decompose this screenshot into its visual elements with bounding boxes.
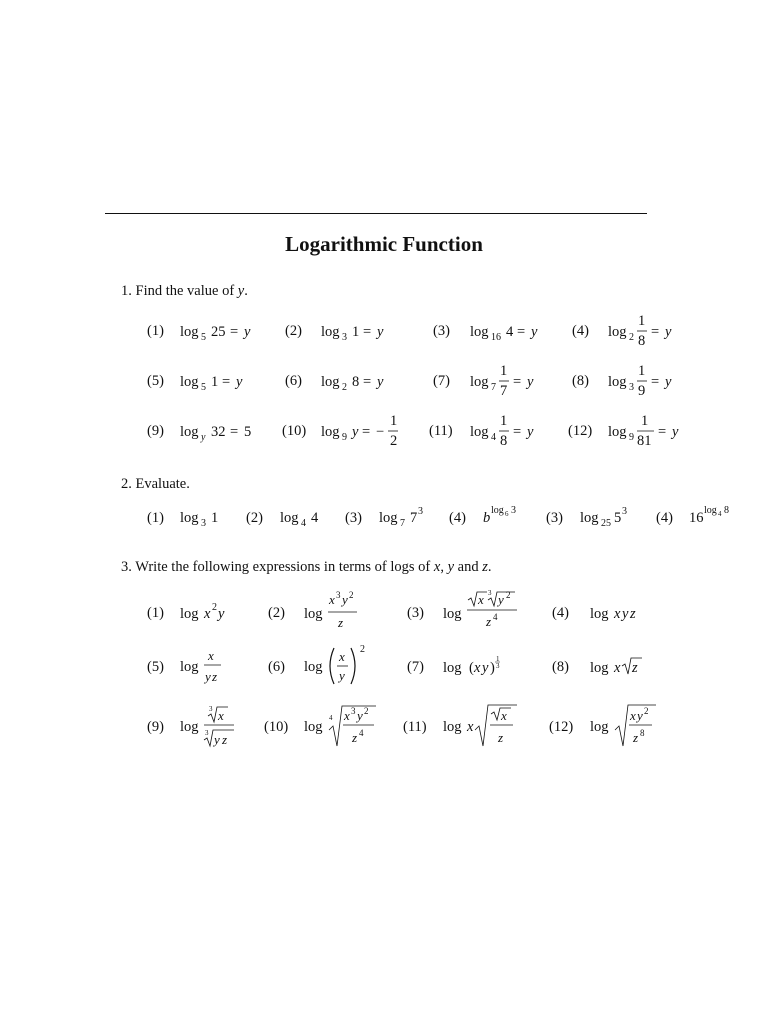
svg-text:log: log (590, 660, 609, 676)
section-2-heading (121, 476, 190, 493)
svg-text:y: y (205, 669, 211, 684)
svg-text:z: z (222, 732, 228, 747)
svg-text:3: 3 (418, 506, 423, 517)
svg-text:y: y (498, 592, 504, 607)
svg-text:y: y (342, 592, 348, 607)
svg-text:25: 25 (211, 324, 226, 340)
expr-3-4 (590, 596, 650, 628)
svg-text:4: 4 (301, 518, 306, 529)
svg-text:x: x (614, 606, 621, 622)
svg-text:1: 1 (500, 413, 508, 429)
svg-text:=: = (651, 324, 660, 340)
item-label: (2) (268, 605, 285, 621)
svg-text:2: 2 (212, 602, 217, 613)
svg-text:1: 1 (352, 324, 360, 340)
expr-1-8 (608, 360, 688, 400)
svg-text:4: 4 (718, 510, 722, 518)
svg-text:8: 8 (640, 728, 645, 738)
expr-3-1 (180, 596, 240, 628)
svg-text:3: 3 (488, 589, 492, 597)
svg-text:log: log (608, 424, 627, 440)
svg-text:−: − (376, 424, 385, 440)
section-number: 3. (121, 559, 132, 575)
svg-text:x: x (204, 606, 211, 622)
item-label: (6) (268, 659, 285, 675)
svg-text:=: = (222, 374, 231, 390)
svg-text:=: = (517, 324, 526, 340)
svg-text:=: = (230, 324, 239, 340)
svg-text:4: 4 (359, 728, 364, 738)
item-label: (11) (429, 423, 453, 439)
section-number: 2. (121, 476, 132, 492)
svg-text:x: x (474, 660, 481, 676)
item-label: (8) (552, 659, 569, 675)
svg-text:3: 3 (205, 729, 209, 737)
svg-text:4: 4 (491, 432, 496, 443)
svg-text:x: x (614, 660, 621, 676)
svg-text:4: 4 (311, 510, 319, 526)
expr-1-11 (470, 410, 550, 450)
svg-text:9: 9 (342, 432, 347, 443)
expr-3-7 (443, 650, 513, 682)
svg-text:log: log (590, 606, 609, 622)
item-label: (4) (572, 323, 589, 339)
svg-text:y: y (201, 432, 206, 443)
svg-text:log: log (321, 424, 340, 440)
item-label: (3) (345, 510, 362, 526)
svg-text:1: 1 (641, 413, 649, 429)
expr-2-1 (180, 504, 230, 534)
svg-text:y: y (214, 732, 220, 747)
svg-text:x: x (501, 708, 507, 723)
expr-2-5 (580, 504, 640, 534)
page-title: Logarithmic Function (285, 232, 483, 256)
item-label: (2) (246, 510, 263, 526)
svg-text:25: 25 (601, 518, 611, 529)
svg-text:x: x (478, 592, 484, 607)
expr-2-4 (483, 504, 538, 534)
svg-text:log: log (704, 505, 717, 516)
svg-text:y: y (357, 708, 363, 723)
svg-text:1: 1 (500, 363, 508, 379)
svg-text:log: log (180, 659, 199, 675)
svg-text:3: 3 (342, 332, 347, 343)
svg-text:log: log (443, 660, 462, 676)
svg-text:1: 1 (390, 413, 398, 429)
svg-text:1: 1 (496, 655, 500, 663)
svg-text:log: log (180, 510, 199, 526)
svg-text:5: 5 (201, 382, 206, 393)
item-label: (4) (552, 605, 569, 621)
section-var: y (237, 283, 245, 299)
expr-2-6 (689, 504, 739, 534)
svg-text:2: 2 (644, 706, 649, 716)
svg-text:z: z (632, 660, 638, 676)
svg-text:1: 1 (638, 313, 646, 329)
svg-text:=: = (362, 424, 371, 440)
svg-text:1: 1 (638, 363, 646, 379)
svg-text:log: log (180, 606, 199, 622)
svg-text:y: y (665, 374, 672, 390)
svg-text:y: y (236, 374, 243, 390)
svg-text:81: 81 (637, 433, 652, 449)
svg-text:=: = (513, 424, 522, 440)
svg-text:3: 3 (351, 706, 356, 716)
svg-text:z: z (498, 730, 504, 745)
svg-text:3: 3 (201, 518, 206, 529)
svg-text:=: = (651, 374, 660, 390)
item-label: (6) (285, 373, 302, 389)
svg-text:y: y (672, 424, 679, 440)
svg-text:=: = (363, 324, 372, 340)
svg-text:6: 6 (505, 510, 509, 518)
section-text: Evaluate. (135, 476, 190, 492)
svg-text:8: 8 (724, 505, 729, 516)
svg-text:3: 3 (629, 382, 634, 393)
item-label: (3) (546, 510, 563, 526)
svg-text:2: 2 (390, 433, 398, 449)
svg-text:log: log (470, 424, 489, 440)
section-1-heading (121, 283, 248, 300)
svg-text:3: 3 (336, 590, 341, 600)
item-label: (3) (433, 323, 450, 339)
item-label: (7) (433, 373, 450, 389)
item-label: (7) (407, 659, 424, 675)
item-label: (10) (264, 719, 289, 735)
expr-1-3 (470, 318, 560, 348)
expr-1-12 (608, 410, 688, 450)
item-label: (1) (147, 605, 164, 621)
svg-text:x: x (630, 708, 636, 723)
svg-text:32: 32 (211, 424, 226, 440)
section-text: Find the value of (135, 283, 238, 299)
svg-text:2: 2 (364, 706, 369, 716)
svg-text:7: 7 (410, 510, 418, 526)
svg-text:8: 8 (638, 333, 646, 349)
top-rule (105, 213, 647, 214)
expr-2-3 (379, 504, 434, 534)
svg-text:9: 9 (638, 383, 646, 399)
section-text: Write the following expressions in terms of logs of (135, 559, 434, 575)
svg-text:y: y (531, 324, 538, 340)
svg-text:9: 9 (629, 432, 634, 443)
item-label: (5) (147, 659, 164, 675)
svg-text:y: y (665, 324, 672, 340)
svg-text:3: 3 (209, 705, 213, 713)
svg-text:log: log (491, 505, 504, 516)
svg-text:y: y (339, 668, 345, 683)
svg-text:y: y (637, 708, 643, 723)
svg-text:log: log (470, 324, 489, 340)
item-label: (5) (147, 373, 164, 389)
svg-text:8: 8 (352, 374, 360, 390)
svg-text:log: log (180, 719, 199, 735)
expr-3-3 (443, 588, 523, 632)
svg-text:z: z (630, 606, 636, 622)
svg-text:log: log (443, 606, 462, 622)
svg-text:y: y (377, 374, 384, 390)
svg-text:16: 16 (689, 510, 704, 526)
svg-text:y: y (218, 606, 225, 622)
svg-text:=: = (363, 374, 372, 390)
svg-text:y: y (377, 324, 384, 340)
svg-text:7: 7 (500, 383, 508, 399)
expr-3-8 (590, 650, 650, 682)
expr-3-12 (590, 702, 660, 750)
item-label: (4) (656, 510, 673, 526)
svg-text:y: y (482, 660, 489, 676)
item-label: (11) (403, 719, 427, 735)
section-3-heading: 3. Write the following expressions in terms of logs of x, y and z. (121, 559, 492, 575)
expr-1-5 (180, 368, 260, 398)
svg-text:7: 7 (400, 518, 405, 529)
svg-text:log: log (470, 374, 489, 390)
svg-text:x: x (208, 648, 214, 663)
svg-text:2: 2 (349, 590, 354, 600)
svg-text:log: log (304, 606, 323, 622)
item-label: (9) (147, 719, 164, 735)
section-punct: . (244, 283, 248, 299)
svg-text:3: 3 (622, 506, 627, 517)
svg-text:): ) (490, 660, 495, 676)
expr-3-10 (304, 702, 384, 750)
svg-text:4: 4 (506, 324, 514, 340)
svg-text:log: log (608, 324, 627, 340)
svg-text:5: 5 (201, 332, 206, 343)
svg-text:log: log (590, 719, 609, 735)
svg-text:3: 3 (511, 505, 516, 516)
item-label: (3) (407, 605, 424, 621)
svg-text:2: 2 (342, 382, 347, 393)
expr-1-6 (321, 368, 401, 398)
svg-text:x: x (339, 649, 345, 664)
svg-text:16: 16 (491, 332, 501, 343)
svg-text:log: log (379, 510, 398, 526)
svg-text:log: log (180, 374, 199, 390)
svg-text:log: log (321, 374, 340, 390)
expr-3-9 (180, 702, 250, 750)
svg-text:log: log (321, 324, 340, 340)
svg-text:y: y (244, 324, 251, 340)
svg-text:y: y (352, 424, 359, 440)
svg-text:y: y (527, 374, 534, 390)
item-label: (12) (549, 719, 574, 735)
svg-text:z: z (633, 730, 639, 745)
svg-text:log: log (180, 424, 199, 440)
item-label: (2) (285, 323, 302, 339)
item-label: (1) (147, 510, 164, 526)
svg-text:z: z (352, 730, 358, 745)
section-number: 1. (121, 283, 132, 299)
svg-text:7: 7 (491, 382, 496, 393)
svg-text:log: log (304, 659, 323, 675)
svg-text:=: = (230, 424, 239, 440)
svg-text:4: 4 (329, 714, 333, 722)
svg-text:log: log (280, 510, 299, 526)
svg-text:2: 2 (629, 332, 634, 343)
expr-1-4 (608, 310, 688, 350)
item-label: (1) (147, 323, 164, 339)
expr-3-2 (304, 590, 364, 632)
svg-text:z: z (486, 614, 492, 629)
svg-text:b: b (483, 510, 491, 526)
svg-text:5: 5 (614, 510, 622, 526)
svg-text:x: x (344, 708, 350, 723)
svg-text:1: 1 (211, 374, 219, 390)
expr-3-5 (180, 646, 240, 688)
expr-1-2 (321, 318, 401, 348)
expr-3-6 (304, 640, 374, 690)
item-label: (8) (572, 373, 589, 389)
expr-1-9 (180, 418, 270, 448)
svg-text:(: ( (469, 660, 474, 676)
svg-text:8: 8 (500, 433, 508, 449)
svg-text:log: log (443, 719, 462, 735)
expr-3-11 (443, 702, 523, 750)
svg-text:y: y (622, 606, 629, 622)
svg-text:1: 1 (211, 510, 219, 526)
expr-1-7 (470, 360, 550, 400)
svg-text:5: 5 (244, 424, 252, 440)
svg-text:log: log (180, 324, 199, 340)
expr-1-1 (180, 318, 270, 348)
svg-text:=: = (658, 424, 667, 440)
svg-text:z: z (338, 615, 344, 630)
svg-text:4: 4 (493, 612, 498, 622)
svg-text:x: x (218, 708, 224, 723)
svg-text:2: 2 (506, 590, 511, 600)
svg-text:y: y (527, 424, 534, 440)
svg-text:2: 2 (360, 644, 365, 655)
expr-1-10 (321, 410, 411, 450)
svg-text:z: z (212, 669, 218, 684)
svg-text:log: log (580, 510, 599, 526)
svg-text:log: log (608, 374, 627, 390)
svg-text:=: = (513, 374, 522, 390)
expr-2-2 (280, 504, 330, 534)
item-label: (9) (147, 423, 164, 439)
item-label: (10) (282, 423, 307, 439)
svg-text:x: x (467, 719, 474, 735)
svg-text:3: 3 (496, 662, 500, 670)
item-label: (12) (568, 423, 593, 439)
svg-text:log: log (304, 719, 323, 735)
item-label: (4) (449, 510, 466, 526)
svg-text:x: x (329, 592, 335, 607)
